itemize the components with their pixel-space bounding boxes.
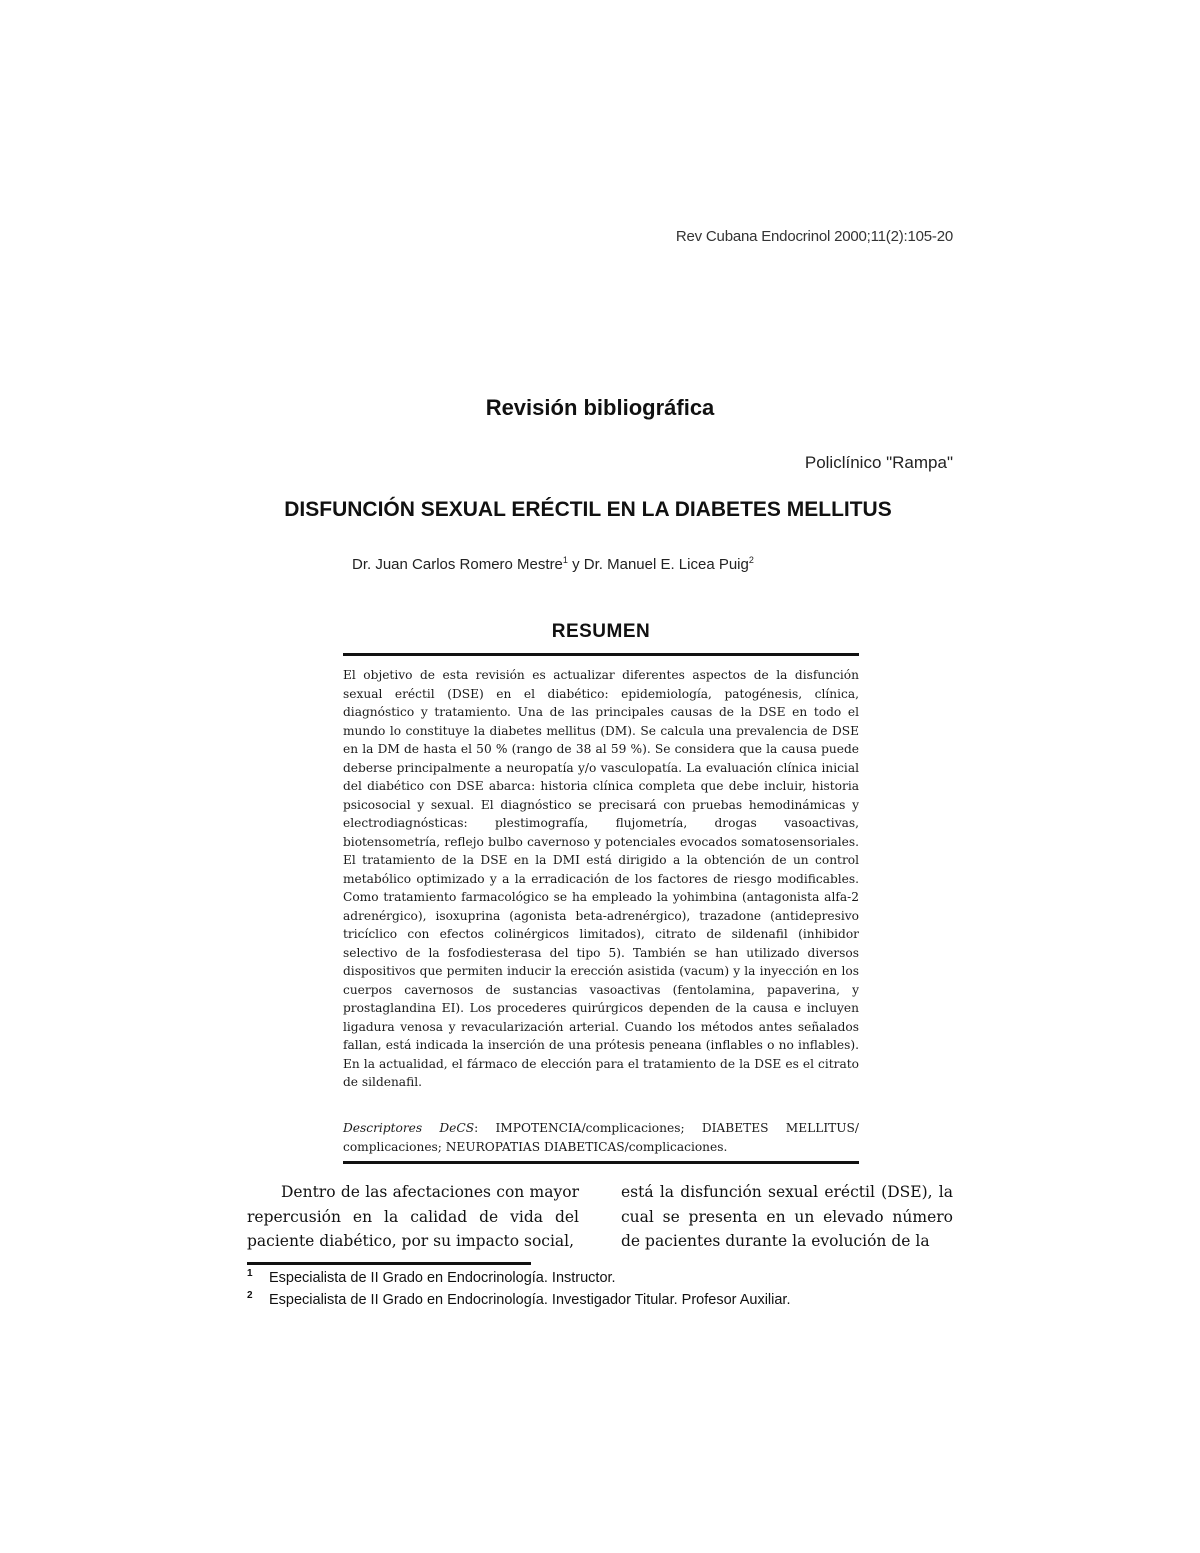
footnote-separator: [247, 1262, 531, 1265]
footnote-number: 2: [247, 1290, 253, 1301]
article-title: DISFUNCIÓN SEXUAL ERÉCTIL EN LA DIABETES MELLITUS: [284, 498, 892, 521]
descriptors: [343, 1119, 859, 1156]
abstract-heading: RESUMEN: [551, 621, 651, 642]
footnotes: [247, 1270, 967, 1314]
footnote-text: Especialista de II Grado en Endocrinología. Instructor.: [269, 1270, 616, 1286]
descriptors-text: : IMPOTENCIA/complicaciones; DIABETES MELLITUS/ complicaciones; NEUROPATIAS DIABETICAS/complicaciones.: [343, 1121, 859, 1154]
abstract-top-rule: [343, 653, 859, 656]
author-2: Dr. Manuel E. Licea Puig: [583, 556, 749, 573]
author-2-footnote-mark: 2: [748, 555, 754, 565]
journal-citation: Rev Cubana Endocrinol 2000;11(2):105-20: [675, 228, 953, 245]
footnote-1: [247, 1270, 967, 1292]
descriptors-label: Descriptores DeCS: [343, 1121, 475, 1135]
abstract-text: El objetivo de esta revisión es actualizar diferentes aspectos de la disfunción sexual eréctil (DSE) en el diabético: epidemiología, patogénesis, clínica, diagnóstico y tratamiento. Una de las principales causas de la DSE en todo el mundo lo constituye la diabetes mellitus (DM). Se calcula una prevalencia de DSE en la DM de hasta el 50 % (rango de 38 al 59 %). Se considera que la causa puede deberse principalmente a neuropatía y/o vasculopatía. La evaluación clínica inicial del diabético con DSE abarca: historia clínica completa que debe incluir, historia psicosocial y sexual. El diagnóstico se precisará con pruebas hemodinámicas y electrodiagnósticas: plestimografía, flujometría, drogas vasoactivas, biotensometría, reflejo bulbo cavernoso y potenciales evocados somatosensoriales. El tratamiento de la DSE en la DMI está dirigido a la obtención de un control metabólico optimizado y a la erradicación de los factores de riesgo modificables. Como tratamiento farmacológico se ha empleado la yohimbina (antagonista alfa-2 adrenérgico), isoxuprina (agonista beta-adrenérgico), trazadone (antidepresivo tricíclico con efectos colinérgicos limitados), citrato de sildenafil (inhibidor selectivo de la fosfodiesterasa del tipo 5). También se han utilizado diversos dispositivos que permiten inducir la erección asistida (vacum) y la inyección en los cuerpos cavernosos de sustancias vasoactivas (fentolamina, papaverina, y prostaglandina EI). Los procederes quirúrgicos dependen de la causa e incluyen ligadura venosa y revacularización arterial. Cuando los métodos antes señalados fallan, está indicada la inserción de una prótesis peneana (inflables o no inflables). En la actualidad, el fármaco de elección para el tratamiento de la DSE es el citrato de sildenafil.: [343, 668, 859, 1089]
author-1-footnote-mark: 1: [562, 555, 568, 565]
institution: Policlínico "Rampa": [804, 453, 953, 472]
body-left-column: Dentro de las afectaciones con mayor repercusión en la calidad de vida del paciente diabético, por su impacto social,: [247, 1183, 579, 1250]
footnote-2: [247, 1292, 967, 1314]
footnote-number: 1: [247, 1268, 253, 1279]
section-label: Revisión bibliográfica: [485, 395, 715, 420]
authors-conjunction: y: [567, 556, 584, 573]
body-right-column: está la disfunción sexual eréctil (DSE), la cual se presenta en un elevado número de pacientes durante la evolución de la: [621, 1183, 953, 1250]
abstract-bottom-rule: [343, 1161, 859, 1164]
footnote-text: Especialista de II Grado en Endocrinología. Investigador Titular. Profesor Auxiliar.: [269, 1292, 791, 1308]
author-1: Dr. Juan Carlos Romero Mestre: [352, 556, 563, 573]
authors-line: [352, 555, 912, 573]
